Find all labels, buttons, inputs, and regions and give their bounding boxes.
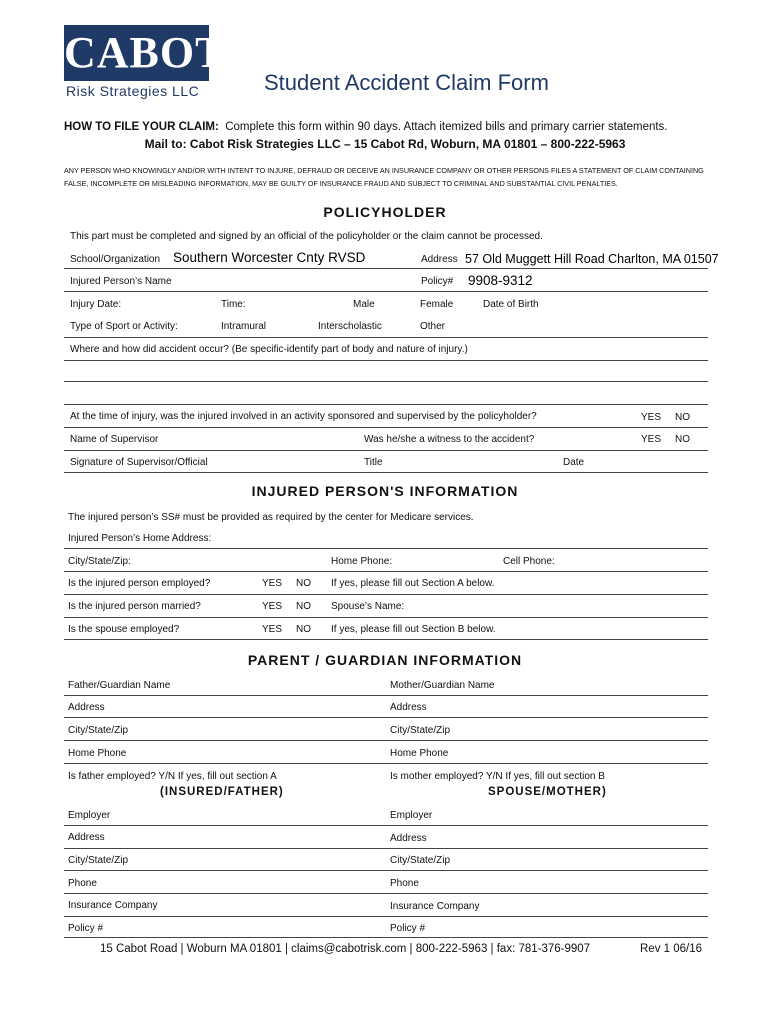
page-title: Student Accident Claim Form: [264, 70, 549, 95]
divider: [64, 427, 708, 428]
policy-number-field[interactable]: 9908-9312: [468, 273, 533, 288]
interscholastic-option[interactable]: Interscholastic: [318, 321, 382, 332]
witness-yes[interactable]: YES: [641, 434, 662, 445]
father-phone-label: Home Phone: [68, 748, 127, 759]
father-employer-phone-label: Phone: [68, 878, 97, 889]
mother-employer-phone-label: Phone: [390, 878, 419, 889]
divider: [64, 717, 708, 718]
employed-no[interactable]: NO: [296, 578, 311, 589]
injured-name-label: Injured Person’s Name: [70, 276, 172, 287]
spouse-mother-heading: SPOUSE/MOTHER): [488, 786, 607, 798]
mother-phone-label: Home Phone: [390, 748, 449, 759]
father-city-label: City/State/Zip: [68, 725, 129, 736]
city-label: City/State/Zip:: [68, 556, 131, 567]
divider: [64, 548, 708, 549]
footer-contact: 15 Cabot Road | Woburn MA 01801 | claims@cabotrisk.com | 800-222-5963 | fax: 781-376-9907: [100, 943, 591, 955]
home-phone-label: Home Phone:: [331, 556, 393, 567]
father-address-label: Address: [68, 702, 105, 713]
school-field[interactable]: Southern Worcester Cnty RVSD: [173, 250, 366, 265]
where-how-label: Where and how did accident occur? (Be specific-identify part of body and nature of injury.): [70, 344, 468, 355]
supervisor-label: Name of Supervisor: [70, 434, 159, 445]
father-insurance-label: Insurance Company: [68, 900, 158, 911]
policyholder-heading: POLICYHOLDER: [323, 204, 447, 220]
father-employed-question: Is father employed? Y/N If yes, fill out section A: [68, 771, 277, 782]
school-label: School/Organization: [70, 254, 161, 265]
mother-employed-question: Is mother employed? Y/N If yes, fill out section B: [390, 771, 605, 782]
married-question: Is the injured person married?: [68, 601, 201, 612]
injured-heading: INJURED PERSON'S INFORMATION: [251, 483, 519, 499]
mother-policy-label: Policy #: [390, 923, 426, 934]
divider: [64, 763, 708, 764]
other-option[interactable]: Other: [420, 321, 446, 332]
divider: [64, 893, 708, 894]
divider: [64, 360, 708, 361]
mail-to-address: Mail to: Cabot Risk Strategies LLC – 15 Cabot Rd, Woburn, MA 01801 – 800-222-5963: [144, 137, 626, 151]
mother-employer-city-label: City/State/Zip: [390, 855, 451, 866]
divider: [64, 937, 708, 938]
logo-brand: CABOT: [64, 28, 226, 77]
divider: [64, 381, 708, 382]
female-option[interactable]: Female: [420, 299, 454, 310]
sponsored-question: At the time of injury, was the injured involved in an activity sponsored and supervised by the policyholder?: [70, 411, 537, 422]
home-address-label: Injured Person’s Home Address:: [68, 533, 212, 544]
parent-heading: PARENT / GUARDIAN INFORMATION: [247, 652, 523, 668]
divider: [64, 870, 708, 871]
policyholder-note: This part must be completed and signed by an official of the policyholder or the claim cannot be processed.: [70, 231, 543, 242]
divider: [64, 639, 708, 640]
male-option[interactable]: Male: [353, 299, 375, 310]
spouse-employed-question: Is the spouse employed?: [68, 624, 180, 635]
divider: [64, 848, 708, 849]
spouse-employed-no[interactable]: NO: [296, 624, 311, 635]
sponsored-yes[interactable]: YES: [641, 412, 662, 423]
address-label: Address: [421, 254, 458, 265]
insured-father-heading: (INSURED/FATHER): [160, 786, 284, 798]
divider: [64, 594, 708, 595]
divider: [64, 268, 708, 269]
spouse-followup: If yes, please fill out Section B below.: [331, 624, 496, 635]
divider: [64, 337, 708, 338]
divider: [64, 571, 708, 572]
mother-insurance-label: Insurance Company: [390, 901, 480, 912]
divider: [64, 291, 708, 292]
divider: [64, 695, 708, 696]
signature-label: Signature of Supervisor/Official: [70, 457, 208, 468]
date-label: Date: [563, 457, 585, 468]
footer-revision: Rev 1 06/16: [640, 943, 703, 955]
father-policy-label: Policy #: [68, 923, 104, 934]
witness-question: Was he/she a witness to the accident?: [364, 434, 535, 445]
address-field[interactable]: 57 Old Muggett Hill Road Charlton, MA 01507: [465, 252, 719, 266]
spouse-name-label: Spouse’s Name:: [331, 601, 405, 612]
mother-city-label: City/State/Zip: [390, 725, 451, 736]
married-yes[interactable]: YES: [262, 601, 283, 612]
divider: [64, 472, 708, 473]
mother-employer-address-label: Address: [390, 833, 427, 844]
mother-address-label: Address: [390, 702, 427, 713]
employed-yes[interactable]: YES: [262, 578, 283, 589]
divider: [64, 404, 708, 405]
dob-label: Date of Birth: [483, 299, 539, 310]
divider: [64, 916, 708, 917]
spouse-employed-yes[interactable]: YES: [262, 624, 283, 635]
witness-no[interactable]: NO: [675, 434, 690, 445]
title-label: Title: [364, 457, 383, 468]
employed-followup: If yes, please fill out Section A below.: [331, 578, 495, 589]
father-name-label: Father/Guardian Name: [68, 680, 171, 691]
father-employer-label: Employer: [68, 810, 111, 821]
father-employer-city-label: City/State/Zip: [68, 855, 129, 866]
divider: [64, 740, 708, 741]
fraud-warning: ANY PERSON WHO KNOWINGLY AND/OR WITH INTENT TO INJURE, DEFRAUD OR DECEIVE AN INSURANCE COMPANY OR OTHER PERSONS FILES A STATEMENT OF CLAIM CONTAINING FALSE, INCOMPLETE OR MISLEADING INFORMATION, MAY BE GUILTY OF INSURANCE FRAUD AND SUBJECT TO CRIMINAL AND SUBSTANTIAL CIVIL PENALTIES.: [64, 166, 704, 188]
sport-label: Type of Sport or Activity:: [70, 321, 178, 332]
divider: [64, 450, 708, 451]
married-no[interactable]: NO: [296, 601, 311, 612]
mother-employer-label: Employer: [390, 810, 433, 821]
father-employer-address-label: Address: [68, 832, 105, 843]
logo-subtitle: Risk Strategies LLC: [66, 83, 200, 99]
ss-note: The injured person’s SS# must be provided as required by the center for Medicare services.: [68, 512, 474, 523]
intramural-option[interactable]: Intramural: [221, 321, 267, 332]
time-label: Time:: [221, 299, 246, 310]
policy-label: Policy#: [421, 276, 454, 287]
divider: [64, 825, 708, 826]
employed-question: Is the injured person employed?: [68, 578, 211, 589]
sponsored-no[interactable]: NO: [675, 412, 690, 423]
injury-date-label: Injury Date:: [70, 299, 122, 310]
mother-name-label: Mother/Guardian Name: [390, 680, 495, 691]
divider: [64, 617, 708, 618]
cell-phone-label: Cell Phone:: [503, 556, 555, 567]
how-to-file: HOW TO FILE YOUR CLAIM: Complete this form within 90 days. Attach itemized bills and primary carrier statements.: [64, 121, 668, 133]
